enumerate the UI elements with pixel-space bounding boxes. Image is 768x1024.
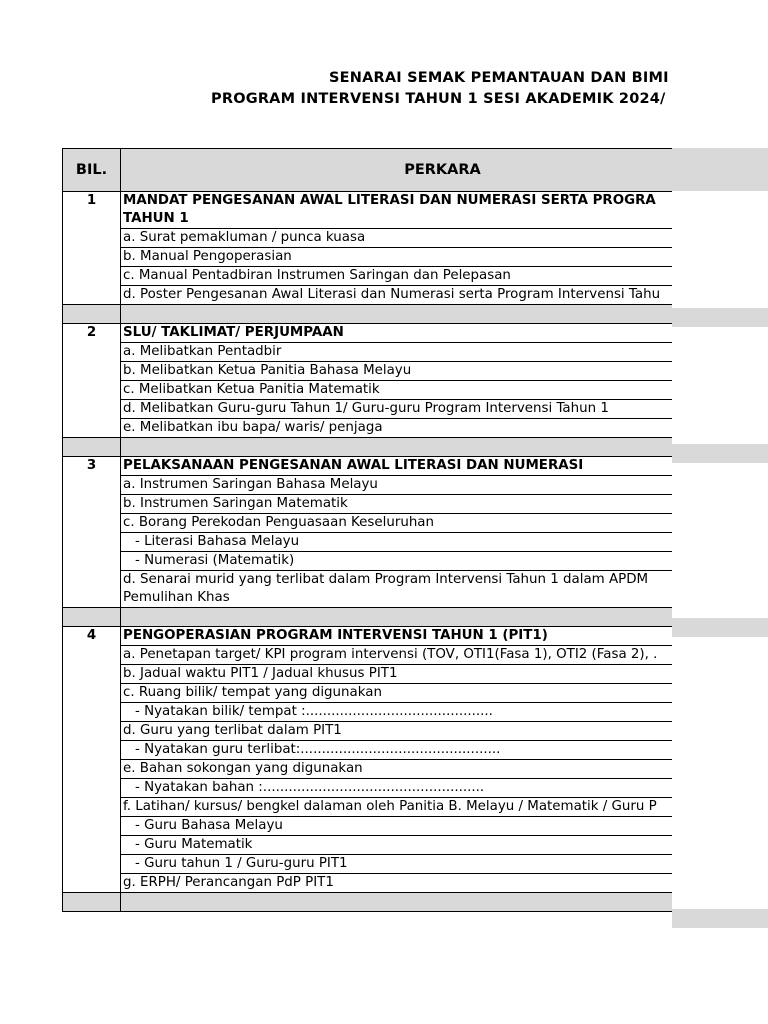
section-2-item-d: d. Melibatkan Guru-guru Tahun 1/ Guru-guru Program Intervensi Tahun 1 — [121, 400, 673, 419]
table-row — [63, 343, 673, 362]
section-3-heading: PELAKSANAAN PENGESANAN AWAL LITERASI DAN NUMERASI — [121, 457, 673, 476]
section-4-item-b: b. Jadual waktu PIT1 / Jadual khusus PIT1 — [121, 665, 673, 684]
table-row — [63, 855, 673, 874]
section-1-heading-row — [63, 192, 673, 229]
table-row — [63, 817, 673, 836]
separator-band-overflow — [672, 308, 768, 327]
table-row — [63, 400, 673, 419]
section-3-item-a: a. Instrumen Saringan Bahasa Melayu — [121, 476, 673, 495]
section-3-heading-row — [63, 457, 673, 476]
table-row — [63, 779, 673, 798]
section-4-subitem-guru-mt: - Guru Matematik — [121, 836, 673, 855]
section-2-item-e: e. Melibatkan ibu bapa/ waris/ penjaga — [121, 419, 673, 438]
section-4-subitem-bilik: - Nyatakan bilik/ tempat :............................................ — [121, 703, 673, 722]
section-2-item-b: b. Melibatkan Ketua Panitia Bahasa Melayu — [121, 362, 673, 381]
section-separator — [63, 608, 673, 627]
table-row — [63, 229, 673, 248]
table-row — [63, 476, 673, 495]
section-2-heading-row — [63, 324, 673, 343]
section-4-heading-row — [63, 627, 673, 646]
section-1-item-b: b. Manual Pengoperasian — [121, 248, 673, 267]
section-1-number: 1 — [63, 192, 121, 305]
table-row — [63, 874, 673, 893]
section-4-item-a: a. Penetapan target/ KPI program intervensi (TOV, OTI1(Fasa 1), OTI2 (Fasa 2), . — [121, 646, 673, 665]
section-4-item-g: g. ERPH/ Perancangan PdP PIT1 — [121, 874, 673, 893]
section-4-subitem-guru-tahun1: - Guru tahun 1 / Guru-guru PIT1 — [121, 855, 673, 874]
section-3-number: 3 — [63, 457, 121, 608]
section-3-item-c: c. Borang Perekodan Penguasaan Keseluruhan — [121, 514, 673, 533]
header-bil: BIL. — [63, 149, 121, 192]
section-3-item-d: d. Senarai murid yang terlibat dalam Program Intervensi Tahun 1 dalam APDM Pemulihan Khas — [121, 571, 673, 608]
separator-band-overflow — [672, 909, 768, 928]
section-1-item-a: a. Surat pemakluman / punca kuasa — [121, 229, 673, 248]
section-4-item-f: f. Latihan/ kursus/ bengkel dalaman oleh Panitia B. Melayu / Matematik / Guru P — [121, 798, 673, 817]
section-separator — [63, 438, 673, 457]
separator-band-overflow — [672, 618, 768, 637]
section-3-subitem-literasi: - Literasi Bahasa Melayu — [121, 533, 673, 552]
table-row — [63, 760, 673, 779]
section-1-heading: MANDAT PENGESANAN AWAL LITERASI DAN NUMERASI SERTA PROGRA TAHUN 1 — [121, 192, 673, 229]
section-4-item-d: d. Guru yang terlibat dalam PIT1 — [121, 722, 673, 741]
section-separator — [63, 893, 673, 912]
table-row — [63, 514, 673, 533]
separator-band-overflow — [672, 444, 768, 463]
section-2-heading: SLU/ TAKLIMAT/ PERJUMPAAN — [121, 324, 673, 343]
table-row — [63, 419, 673, 438]
section-4-item-c: c. Ruang bilik/ tempat yang digunakan — [121, 684, 673, 703]
table-row — [63, 381, 673, 400]
section-4-number: 4 — [63, 627, 121, 893]
section-4-heading: PENGOPERASIAN PROGRAM INTERVENSI TAHUN 1 (PIT1) — [121, 627, 673, 646]
table-row — [63, 703, 673, 722]
header-perkara: PERKARA — [121, 149, 673, 192]
table-row — [63, 286, 673, 305]
section-4-subitem-guru: - Nyatakan guru terlibat:............................................... — [121, 741, 673, 760]
section-2-item-a: a. Melibatkan Pentadbir — [121, 343, 673, 362]
table-row — [63, 267, 673, 286]
table-row — [63, 646, 673, 665]
section-2-item-c: c. Melibatkan Ketua Panitia Matematik — [121, 381, 673, 400]
document-title-line1: SENARAI SEMAK PEMANTAUAN DAN BIMI — [329, 70, 669, 86]
table-row — [63, 362, 673, 381]
table-row — [63, 741, 673, 760]
document-title-line2: PROGRAM INTERVENSI TAHUN 1 SESI AKADEMIK 2024/ — [211, 91, 666, 107]
table-header-row — [63, 149, 673, 192]
table-row — [63, 533, 673, 552]
checklist-table — [62, 148, 672, 912]
section-4-subitem-guru-bm: - Guru Bahasa Melayu — [121, 817, 673, 836]
header-band-overflow — [672, 148, 768, 191]
section-1-item-d: d. Poster Pengesanan Awal Literasi dan Numerasi serta Program Intervensi Tahu — [121, 286, 673, 305]
table-row — [63, 248, 673, 267]
table-row — [63, 798, 673, 817]
section-1-item-c: c. Manual Pentadbiran Instrumen Saringan dan Pelepasan — [121, 267, 673, 286]
table-row — [63, 571, 673, 608]
table-row — [63, 722, 673, 741]
table-row — [63, 552, 673, 571]
section-separator — [63, 305, 673, 324]
table-row — [63, 836, 673, 855]
section-3-item-b: b. Instrumen Saringan Matematik — [121, 495, 673, 514]
section-3-subitem-numerasi: - Numerasi (Matematik) — [121, 552, 673, 571]
table-row — [63, 684, 673, 703]
table-row — [63, 665, 673, 684]
table-row — [63, 495, 673, 514]
section-4-subitem-bahan: - Nyatakan bahan :.................................................... — [121, 779, 673, 798]
section-4-item-e: e. Bahan sokongan yang digunakan — [121, 760, 673, 779]
section-2-number: 2 — [63, 324, 121, 438]
